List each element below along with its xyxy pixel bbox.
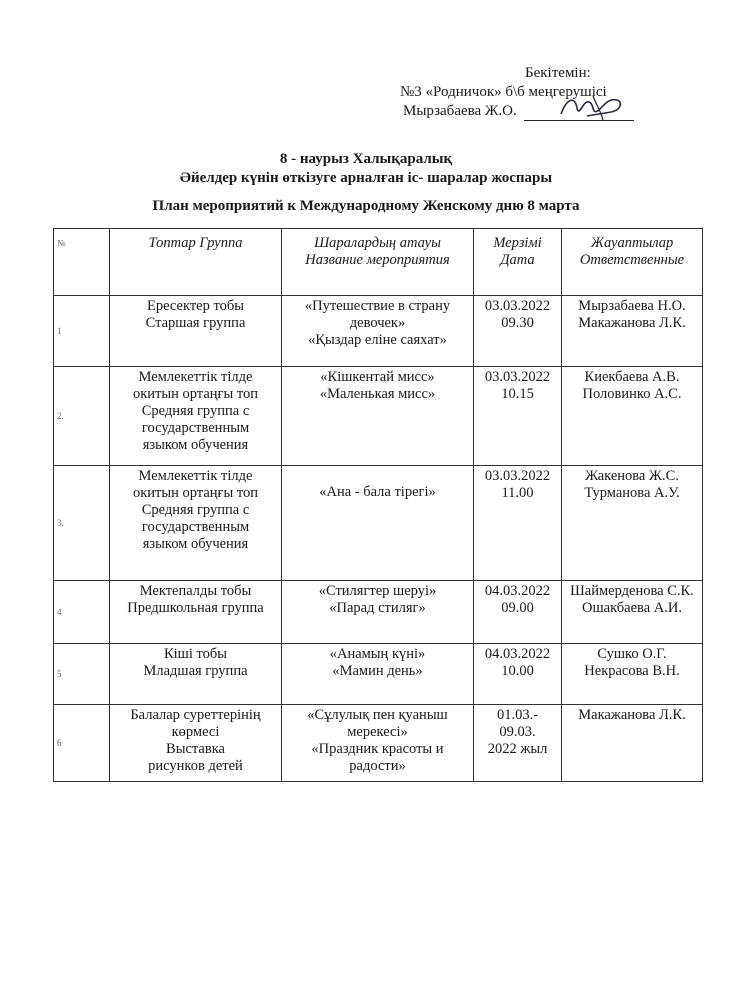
row-group: Мектепалды тобы Предшкольная группа [110,581,282,644]
row-num: 1 [54,296,110,367]
row-event: «Сұлулық пен қуаныш мерекесі» «Праздник красоты и радости» [282,705,474,782]
row-responsible: Шаймерденова С.К. Ошакбаева А.И. [562,581,703,644]
title-line-2: Әйелдер күнін өткізуге арналған іс- шаралар жоспары [179,170,553,186]
title-line-1: 8 - наурыз Халықаралық [279,151,453,167]
events-plan-table [53,228,703,782]
handwritten-signature-icon [557,90,627,124]
table-row [54,466,703,581]
row-group: Кіші тобы Младшая группа [110,644,282,705]
row-group: Ересектер тобы Старшая группа [110,296,282,367]
row-date: 04.03.2022 10.00 [474,644,562,705]
signatory-name: Мырзабаева Ж.О. [403,103,517,119]
header-num: № [54,229,110,296]
header-event: Шаралардың атауы Название мероприятия [282,229,474,296]
table-header-row [54,229,703,296]
row-group: Балалар суреттерінің көрмесі Выставка рисунков детей [110,705,282,782]
row-num: 5 [54,644,110,705]
header-responsible: Жауаптылар Ответственные [562,229,703,296]
row-date: 03.03.2022 10.15 [474,367,562,466]
table-row [54,705,703,782]
row-event: «Путешествие в страну девочек» «Қыздар еліне саяхат» [282,296,474,367]
row-group: Мемлекеттік тілде окитын ортаңғы топ Средняя группа с государственным языком обучения [110,466,282,581]
row-event: «Кішкентай мисс» «Маленькая мисс» [282,367,474,466]
header-group: Топтар Группа [110,229,282,296]
approval-position: №3 «Родничок» б\б меңгерушісі [400,84,607,100]
table-row [54,644,703,705]
row-num: 6 [54,705,110,782]
row-num: 2. [54,367,110,466]
document-titles [0,150,732,216]
row-date: 03.03.2022 11.00 [474,466,562,581]
title-line-3: План мероприятий к Международному Женскому дню 8 марта [152,198,580,214]
row-date: 01.03.- 09.03. 2022 жыл [474,705,562,782]
row-responsible: Сушко О.Г. Некрасова В.Н. [562,644,703,705]
approval-signatory [395,102,695,121]
approval-block [395,64,695,121]
header-date: Мерзімі Дата [474,229,562,296]
row-date: 03.03.2022 09.30 [474,296,562,367]
approval-heading: Бекітемін: [525,65,591,81]
row-responsible: Жакенова Ж.С. Турманова А.У. [562,466,703,581]
row-responsible: Киекбаева А.В. Половинко А.С. [562,367,703,466]
row-event: «Анамың күні» «Мамин день» [282,644,474,705]
table-row [54,367,703,466]
row-responsible: Мырзабаева Н.О. Макажанова Л.К. [562,296,703,367]
table-row [54,296,703,367]
row-event: «Стилягтер шеруі» «Парад стиляг» [282,581,474,644]
row-num: 4 [54,581,110,644]
row-event: «Ана - бала тірегі» [282,466,474,581]
row-group: Мемлекеттік тілде окитын ортаңғы топ Средняя группа с государственным языком обучения [110,367,282,466]
row-responsible: Макажанова Л.К. [562,705,703,782]
table-row [54,581,703,644]
row-num: 3. [54,466,110,581]
row-date: 04.03.2022 09.00 [474,581,562,644]
